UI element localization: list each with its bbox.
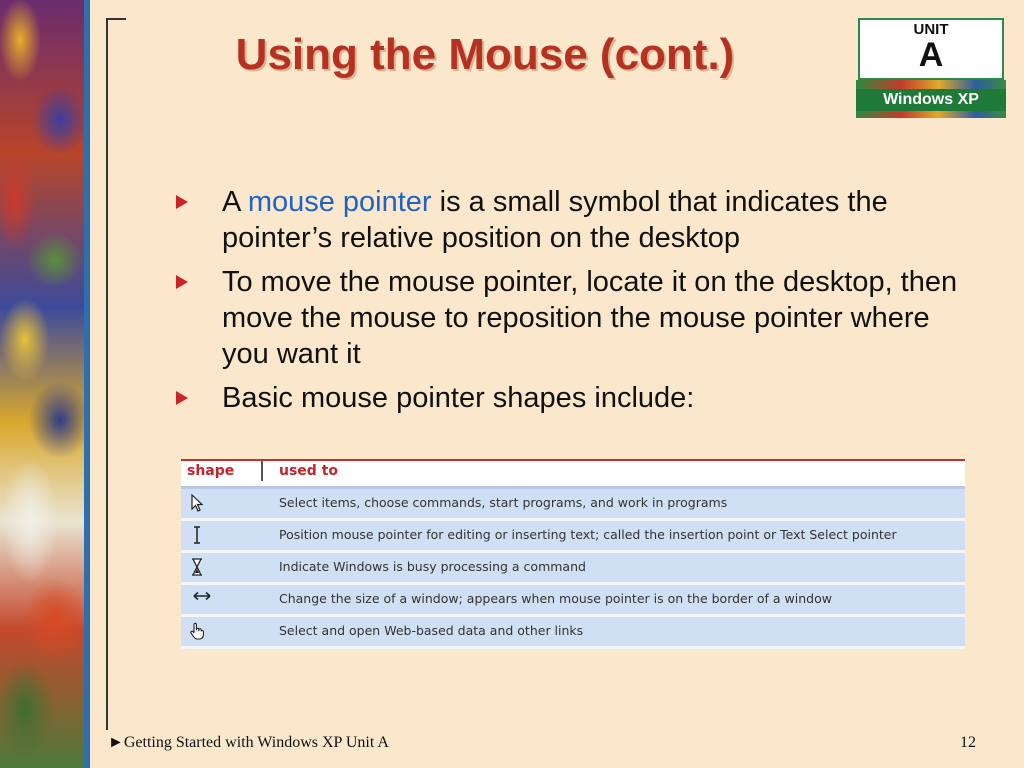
row-description: Change the size of a window; appears when mouse pointer is on the border of a window <box>279 591 832 606</box>
logo-unit-label: UNIT <box>913 21 949 38</box>
bullet-text-prefix: A <box>222 186 248 218</box>
slide-footer: ►Getting Started with Windows XP Unit A <box>108 734 389 751</box>
bullet-arrow-icon <box>176 195 188 209</box>
row-description: Select items, choose commands, start programs, and work in programs <box>279 495 728 510</box>
unit-logo <box>856 18 1006 118</box>
logo-unit-box <box>858 18 1004 80</box>
bullet-text-rest: is a small symbol that indicates the pointer’s relative position on the desktop <box>222 186 888 254</box>
logo-art-band <box>856 80 1006 118</box>
table-header <box>181 459 965 489</box>
bullet-arrow-icon <box>176 391 188 405</box>
hand-pointer-icon <box>187 621 207 641</box>
arrow-pointer-icon <box>187 493 207 513</box>
header-shape: shape <box>187 463 235 479</box>
slide-title: Using the Mouse (cont.) <box>235 30 735 79</box>
row-description: Indicate Windows is busy processing a command <box>279 559 586 574</box>
bullet-list <box>172 184 972 424</box>
bullet-item <box>172 264 972 372</box>
bullet-item <box>172 184 972 256</box>
page-number: 12 <box>960 734 976 751</box>
double-arrow-icon <box>187 589 217 609</box>
i-beam-icon <box>187 525 207 545</box>
table-row <box>181 521 965 553</box>
table-row <box>181 553 965 585</box>
header-used-to: used to <box>279 463 339 479</box>
bullet-text: To move the mouse pointer, locate it on the desktop, then move the mouse to reposition the mouse pointer where you want it <box>222 266 958 370</box>
term-mouse-pointer: mouse pointer <box>247 186 432 218</box>
table-row <box>181 617 965 649</box>
bullet-item <box>172 380 972 416</box>
slide-bracket-decoration <box>106 18 126 730</box>
header-divider <box>261 461 263 481</box>
pointer-shapes-table <box>181 459 965 641</box>
logo-unit-letter: A <box>918 36 944 74</box>
blue-accent-bar <box>84 0 90 768</box>
table-row <box>181 489 965 521</box>
table-row <box>181 585 965 617</box>
row-description: Position mouse pointer for editing or inserting text; called the insertion point or Text Select pointer <box>279 527 897 542</box>
decorative-painting-strip <box>0 0 84 768</box>
row-description: Select and open Web-based data and other links <box>279 623 584 638</box>
bullet-arrow-icon <box>176 275 188 289</box>
logo-product-label: Windows XP <box>856 89 1006 111</box>
hourglass-icon <box>187 557 207 577</box>
bullet-text: Basic mouse pointer shapes include: <box>222 382 695 414</box>
